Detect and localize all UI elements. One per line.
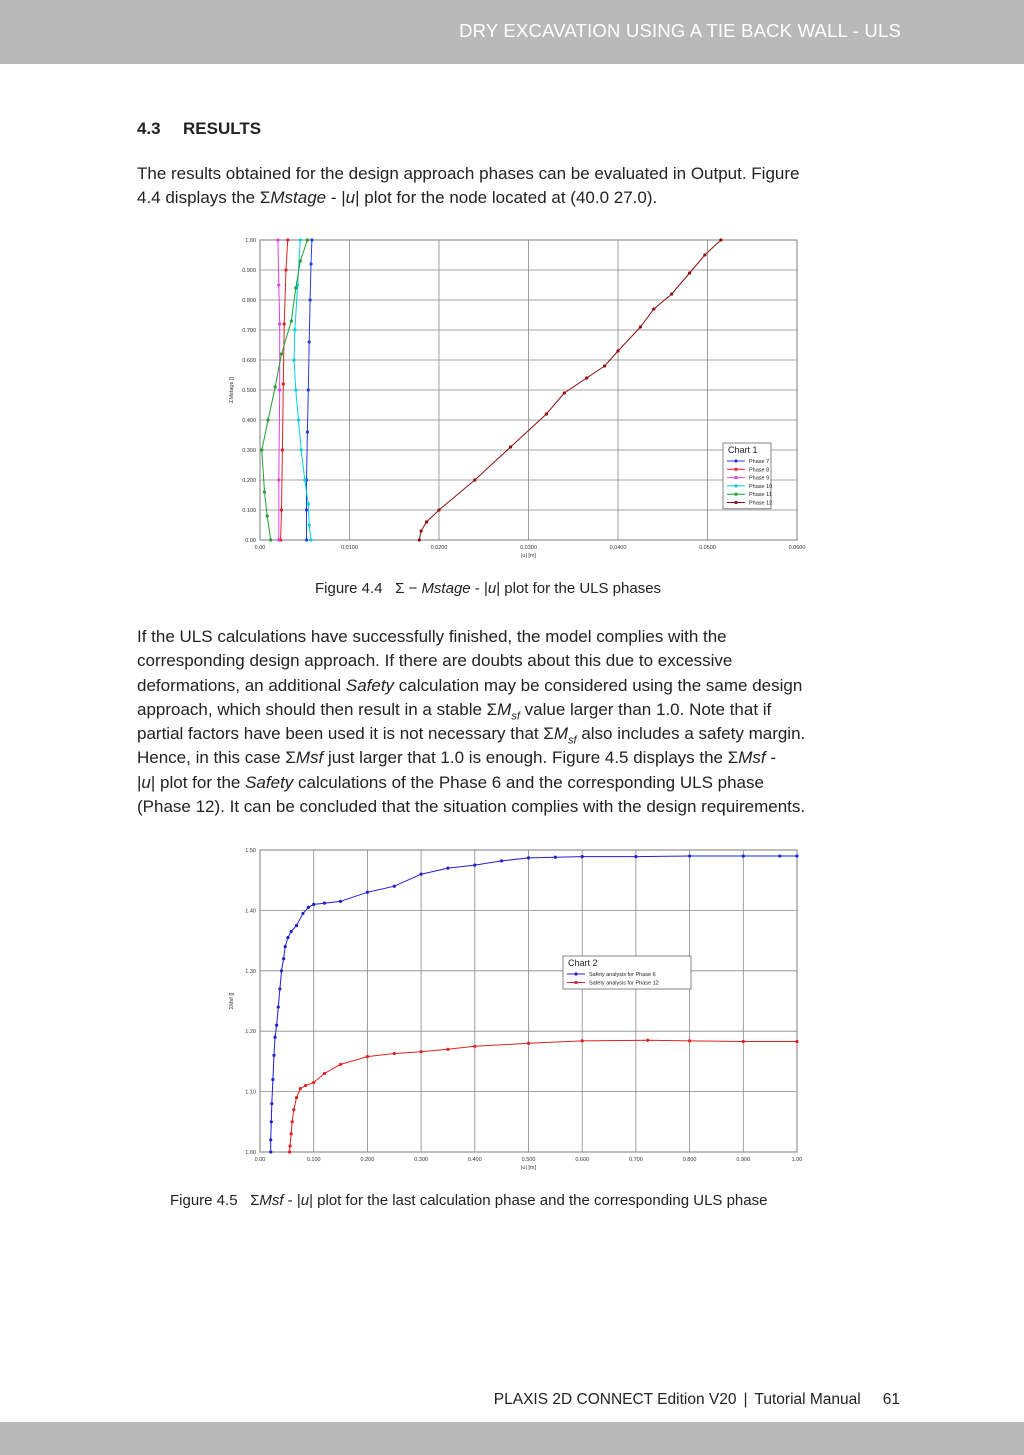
legend-swatch-marker <box>734 501 737 504</box>
data-point <box>563 391 566 394</box>
x-tick-label: 0.0600 <box>788 545 806 551</box>
page-number: 61 <box>882 1391 900 1408</box>
text-run: also includes a safety margin. <box>576 724 806 744</box>
text-run-italic: Safety <box>245 772 294 792</box>
caption-run-italic: Msf <box>259 1192 284 1209</box>
x-tick-label: 0.300 <box>414 1157 428 1163</box>
data-point <box>420 873 423 876</box>
data-point <box>393 1052 396 1055</box>
x-tick-label: 0.600 <box>575 1157 590 1163</box>
data-point <box>304 1084 307 1087</box>
footer-product: PLAXIS 2D CONNECT Edition V20 <box>493 1391 737 1408</box>
data-point <box>719 238 722 241</box>
text-line <box>137 674 907 698</box>
data-point <box>270 1120 273 1123</box>
text-subscript: sf <box>511 710 520 723</box>
caption-run: - | <box>283 1192 301 1209</box>
data-point <box>274 385 277 388</box>
data-point <box>308 523 311 526</box>
x-tick-label: 0.00 <box>254 1157 266 1163</box>
text-subscript: sf <box>568 734 577 747</box>
data-point <box>703 253 706 256</box>
legend-entry-label: Phase 12 <box>749 500 773 507</box>
header-bar <box>0 0 1024 64</box>
text-run: Hence, in this case Σ <box>137 748 296 768</box>
data-point <box>742 854 745 857</box>
paragraph-uls <box>137 625 907 819</box>
text-run-italic: Msf <box>295 748 324 768</box>
data-point <box>277 478 280 481</box>
data-point <box>276 238 279 241</box>
text-line <box>137 771 907 795</box>
data-point <box>277 1005 280 1008</box>
legend-entry-label: Phase 11 <box>749 492 772 499</box>
data-point <box>278 322 281 325</box>
figure-4-5-caption <box>170 1192 767 1209</box>
data-point <box>272 1054 275 1057</box>
data-point <box>266 514 269 517</box>
text-run: approach, which should then result in a stable Σ <box>137 699 498 719</box>
data-point <box>273 1036 276 1039</box>
data-point <box>652 307 655 310</box>
data-point <box>292 1108 295 1111</box>
text-line: If the ULS calculations have successfully finished, the model complies with the <box>137 627 727 646</box>
text-line: (Phase 12). It can be concluded that the situation complies with the design requirements. <box>137 797 806 817</box>
data-point <box>339 900 342 903</box>
data-point <box>473 478 476 481</box>
data-point <box>554 856 557 859</box>
data-point <box>269 538 272 541</box>
data-point <box>312 903 315 906</box>
data-point <box>288 1150 291 1153</box>
data-point <box>295 1096 298 1099</box>
data-point <box>795 1040 798 1043</box>
data-point <box>307 388 310 391</box>
text-line <box>137 746 907 770</box>
x-tick-label: 0.0100 <box>341 545 358 551</box>
data-point <box>291 1120 294 1123</box>
legend-entry-label: Phase 7 <box>749 459 770 465</box>
data-point <box>778 854 781 857</box>
data-point <box>266 418 269 421</box>
legend-entry-label: Safety analysis for Phase 12 <box>589 980 659 987</box>
data-point <box>309 298 312 301</box>
text-line: corresponding design approach. If there are doubts about this due to excessive <box>137 651 733 671</box>
data-point <box>281 448 284 451</box>
text-run-italic: Safety <box>345 675 395 695</box>
caption-run: | plot for the ULS phases <box>496 580 662 597</box>
data-point <box>283 322 286 325</box>
data-point <box>420 1050 423 1053</box>
footer-separator: | <box>743 1391 748 1408</box>
data-point <box>425 520 428 523</box>
data-point <box>277 283 280 286</box>
data-point <box>323 1072 326 1075</box>
data-point <box>634 855 637 858</box>
data-point <box>616 349 619 352</box>
text-line <box>137 186 907 210</box>
footer-bar <box>0 1422 1024 1455</box>
data-point <box>290 1132 293 1135</box>
data-point <box>305 538 308 541</box>
data-point <box>473 864 476 867</box>
data-point <box>307 502 310 505</box>
data-point <box>366 1055 369 1058</box>
data-point <box>275 1024 278 1027</box>
data-point <box>646 1039 649 1042</box>
y-axis-label: ΣMstage [] <box>229 376 235 404</box>
data-point <box>306 430 309 433</box>
caption-label: Figure 4.4 <box>315 580 383 597</box>
data-point <box>500 859 503 862</box>
caption-run: Σ <box>250 1192 260 1209</box>
legend-swatch-marker <box>734 459 737 462</box>
data-point <box>795 854 798 857</box>
data-point <box>277 538 280 541</box>
data-point <box>393 885 396 888</box>
data-point <box>742 1040 745 1043</box>
data-point <box>297 418 300 421</box>
data-point <box>299 238 302 241</box>
data-point <box>446 1048 449 1051</box>
y-tick-label: 1.20 <box>245 1029 256 1036</box>
data-point <box>294 286 297 289</box>
figure-4-4-chart <box>225 230 810 562</box>
y-tick-label: 0.100 <box>242 508 256 514</box>
data-point <box>670 292 673 295</box>
data-point <box>688 854 691 857</box>
data-point <box>270 1102 273 1105</box>
y-tick-label: 1.00 <box>245 238 256 244</box>
y-tick-label: 0.700 <box>242 328 256 334</box>
x-tick-label: 0.500 <box>521 1157 536 1163</box>
data-point <box>292 358 295 361</box>
text-run-italic: u <box>345 188 356 208</box>
legend-entry-label: Phase 9 <box>749 475 770 482</box>
x-tick-label: 0.0200 <box>430 545 448 551</box>
text-run: value larger than 1.0. Note that if <box>519 699 772 719</box>
text-line <box>137 722 907 746</box>
data-point <box>527 1042 530 1045</box>
legend-swatch-marker <box>574 981 577 984</box>
caption-run: - | <box>470 580 488 597</box>
y-tick-label: 1.40 <box>245 908 256 915</box>
data-point <box>282 382 285 385</box>
data-point <box>366 891 369 894</box>
data-point <box>269 1150 272 1153</box>
legend-entry-label: Safety analysis for Phase 6 <box>589 972 656 978</box>
text-run: calculation may be considered using the same design <box>394 675 803 695</box>
data-point <box>688 1039 691 1042</box>
y-tick-label: 1.50 <box>245 848 256 854</box>
x-tick-label: 0.0500 <box>699 545 716 551</box>
x-tick-label: 0.0300 <box>520 545 537 551</box>
data-point <box>295 924 298 927</box>
caption-run: | plot for the last calculation phase and the corresponding ULS phase <box>309 1192 768 1209</box>
data-point <box>310 238 313 241</box>
data-point <box>288 1144 291 1147</box>
page-footer <box>494 1391 900 1409</box>
data-point <box>312 1081 315 1084</box>
legend-swatch-marker <box>734 476 737 479</box>
data-point <box>278 987 281 990</box>
x-tick-label: 0.0400 <box>609 545 627 551</box>
text-run: just larger that 1.0 is enough. Figure 4.5 displays the Σ <box>323 748 739 768</box>
text-run: deformations, an additional <box>137 675 346 695</box>
section-number: 4.3 <box>137 119 161 138</box>
paragraph-intro <box>137 162 907 211</box>
figure-4-4-caption <box>315 580 661 597</box>
y-tick-label: 1.00 <box>245 1150 256 1156</box>
text-run-italic: Mstage <box>270 188 327 208</box>
text-run: | plot for the <box>150 772 246 792</box>
data-point <box>280 352 283 355</box>
data-point <box>280 508 283 511</box>
text-line <box>137 698 907 722</box>
data-point <box>290 930 293 933</box>
data-point <box>309 262 312 265</box>
data-point <box>339 1063 342 1066</box>
legend-swatch-marker <box>734 484 737 487</box>
y-tick-label: 0.400 <box>242 418 256 424</box>
section-title: RESULTS <box>183 119 262 138</box>
text-run-italic: M <box>497 699 512 719</box>
x-tick-label: 0.100 <box>306 1157 321 1163</box>
data-point <box>306 238 309 241</box>
x-tick-label: 0.00 <box>254 545 266 551</box>
text-run: | <box>137 772 142 792</box>
data-point <box>418 538 421 541</box>
data-point <box>446 867 449 870</box>
text-run: - <box>765 748 777 768</box>
legend-entry-label: Phase 10 <box>749 483 773 490</box>
x-tick-label: 0.900 <box>736 1157 751 1163</box>
x-tick-label: 0.400 <box>467 1157 482 1163</box>
data-point <box>509 445 512 448</box>
text-run: 4.4 displays the Σ <box>137 188 271 208</box>
text-run: calculations of the Phase 6 and the corresponding ULS phase <box>293 772 764 792</box>
x-tick-label: 0.800 <box>682 1157 697 1163</box>
caption-run-italic: Mstage <box>421 580 471 597</box>
legend-title: Chart 2 <box>568 958 598 968</box>
data-point <box>323 902 326 905</box>
y-tick-label: 0.500 <box>242 388 256 394</box>
data-point <box>437 508 440 511</box>
footer-manual: Tutorial Manual <box>754 1391 861 1408</box>
caption-run-italic: u <box>300 1192 310 1209</box>
text-run: | plot for the node located at (40.0 27.0). <box>355 188 658 208</box>
data-point <box>284 268 287 271</box>
data-point <box>603 364 606 367</box>
text-run-italic: M <box>553 724 569 744</box>
data-point <box>688 271 691 274</box>
data-point <box>307 906 310 909</box>
data-point <box>585 376 588 379</box>
data-point <box>300 448 303 451</box>
data-point <box>527 856 530 859</box>
text-run: - | <box>326 188 346 208</box>
legend-entry-label: Phase 8 <box>749 467 770 474</box>
text-run: partial factors have been used it is not necessary that Σ <box>137 724 554 744</box>
legend-swatch-marker <box>734 468 737 471</box>
x-axis-label: |u| [m] <box>520 1165 537 1171</box>
data-point <box>290 319 293 322</box>
y-tick-label: 0.200 <box>242 478 256 484</box>
data-point <box>286 936 289 939</box>
y-tick-label: 0.600 <box>242 358 256 364</box>
data-point <box>269 1138 272 1141</box>
data-point <box>284 945 287 948</box>
data-point <box>305 508 308 511</box>
data-point <box>286 238 289 241</box>
data-point <box>581 855 584 858</box>
text-run-italic: u <box>141 772 151 792</box>
data-point <box>309 538 312 541</box>
data-point <box>282 957 285 960</box>
data-point <box>420 529 423 532</box>
data-point <box>581 1039 584 1042</box>
data-point <box>303 478 306 481</box>
data-point <box>545 412 548 415</box>
y-tick-label: 1.10 <box>245 1089 256 1096</box>
data-point <box>301 912 304 915</box>
y-tick-label: 1.30 <box>245 968 256 975</box>
legend-swatch-marker <box>574 972 577 975</box>
text-run-italic: Msf <box>738 748 766 768</box>
data-point <box>278 388 281 391</box>
text-line: The results obtained for the design approach phases can be evaluated in Output. Figure <box>137 164 800 183</box>
caption-run-italic: u <box>487 580 497 597</box>
data-point <box>473 1045 476 1048</box>
data-point <box>271 1078 274 1081</box>
data-point <box>293 328 296 331</box>
caption-label: Figure 4.5 <box>170 1192 238 1209</box>
x-tick-label: 0.700 <box>629 1157 643 1163</box>
data-point <box>294 388 297 391</box>
running-header-title: DRY EXCAVATION USING A TIE BACK WALL - ULS <box>459 20 901 41</box>
legend-title: Chart 1 <box>728 445 758 455</box>
data-point <box>639 325 642 328</box>
figure-4-5-chart <box>225 840 810 1180</box>
section-heading <box>137 119 261 139</box>
data-point <box>299 259 302 262</box>
data-point <box>260 448 263 451</box>
x-axis-label: |u| [m] <box>520 553 537 559</box>
data-point <box>280 969 283 972</box>
legend-swatch-marker <box>734 493 737 496</box>
y-axis-label: ΣMsf [] <box>229 992 235 1010</box>
data-point <box>299 1087 302 1090</box>
caption-run: Σ − <box>395 580 422 597</box>
y-tick-label: 0.00 <box>245 538 256 544</box>
y-tick-label: 0.800 <box>242 298 256 304</box>
data-point <box>308 340 311 343</box>
y-tick-label: 0.900 <box>242 268 256 274</box>
x-tick-label: 0.200 <box>360 1157 375 1163</box>
data-point <box>263 490 266 493</box>
x-tick-label: 1.00 <box>791 1157 803 1163</box>
y-tick-label: 0.300 <box>242 448 256 454</box>
